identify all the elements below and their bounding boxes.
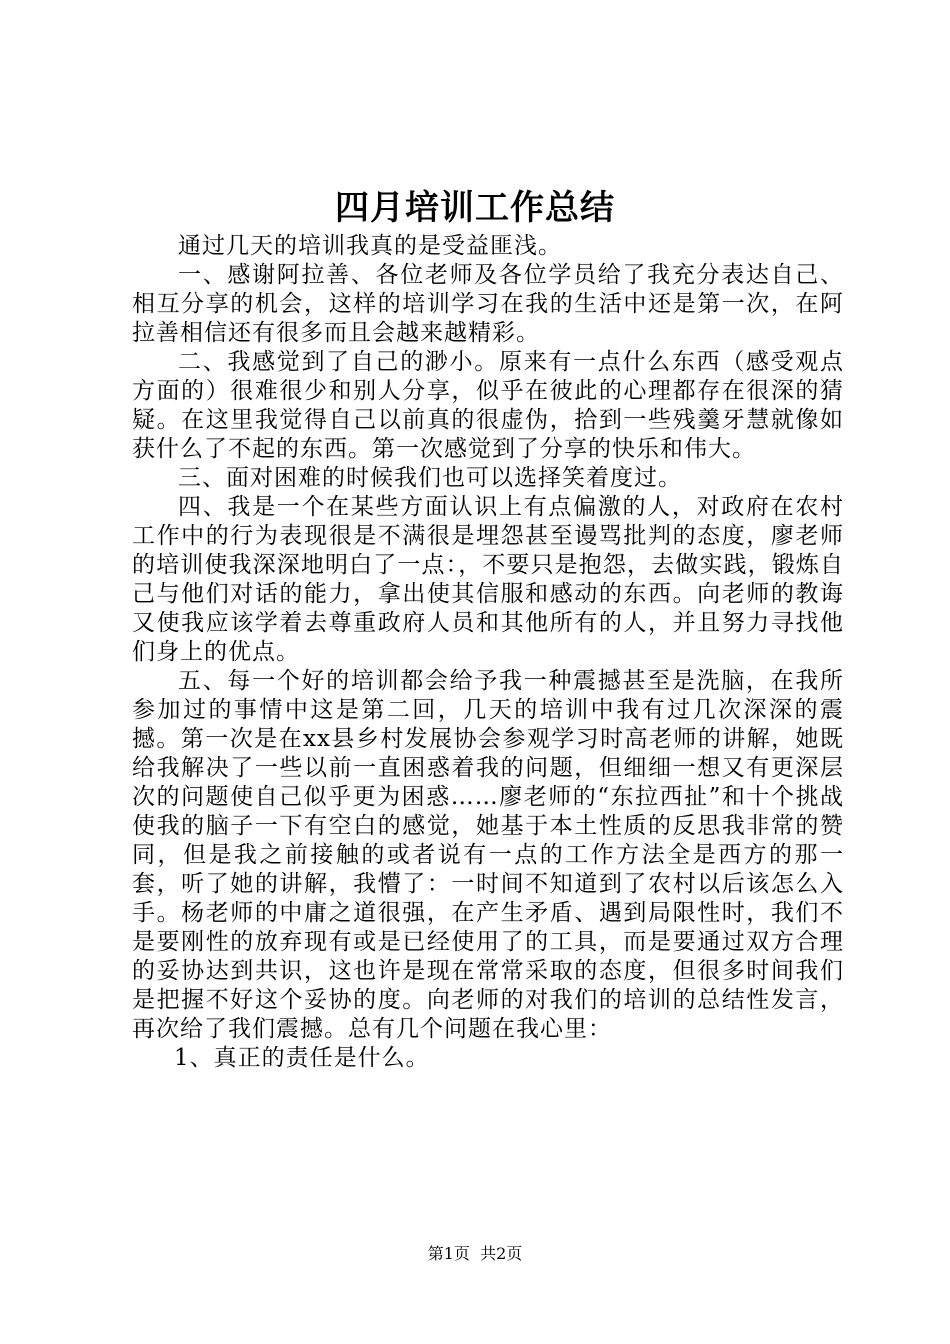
paragraph-point-2: 二、我感觉到了自己的渺小。原来有一点什么东西（感受观点方面的）很难很少和别人分享，似乎在彼此的心理都存在很深的猜疑。在这里我觉得自己以前真的很虚伪，拾到一些残羹牙慧就像如获什么了不起的东西。第一次感觉到了分享的快乐和伟大。 [132,349,844,462]
document-body [132,232,844,1073]
footer-separator [470,1244,480,1263]
paragraph-point-4: 四、我是一个在某些方面认识上有点偏激的人，对政府在农村工作中的行为表现很是不满很是埋怨甚至谩骂批判的态度，廖老师的培训使我深深地明白了一点：，不要只是抱怨，去做实践，锻炼自己与他们对话的能力，拿出使其信服和感动的东西。向老师的教诲又使我应该学着去尊重政府人员和其他所有的人，并且努力寻找他们身上的优点。 [132,494,844,665]
paragraph-point-1: 一、感谢阿拉善、各位老师及各位学员给了我充分表达自己、相互分享的机会，这样的培训学习在我的生活中还是第一次，在阿拉善相信还有很多而且会越来越精彩。 [132,262,844,346]
page-number-current: 第1页 [427,1244,470,1263]
paragraph-point-5: 五、每一个好的培训都会给予我一种震撼甚至是洗脑，在我所参加过的事情中这是第二回，几天的培训中我有过几次深深的震撼。第一次是在xx县乡村发展协会参观学习时高老师的讲解，她既给我解决了一些以前一直困惑着我的问题，但细细一想又有更深层次的问题使自己似乎更为困惑……廖老师的“东拉西扯”和十个挑战使我的脑子一下有空白的感觉，她基于本土性质的反思我非常的赞同，但是我之前接触的或者说有一点的工作方法全是西方的那一套，听了她的讲解，我懵了：一时间不知道到了农村以后该怎么入手。杨老师的中庸之道很强，在产生矛盾、遇到局限性时，我们不是要刚性的放弃现有或是已经使用了的工具，而是要通过双方合理的妥协达到共识，这也许是现在常常采取的态度，但很多时间我们是把握不好这个妥协的度。向老师的对我们的培训的总结性发言，再次给了我们震撼。总有几个问题在我心里： [132,668,844,1042]
paragraph-question-1: 1、真正的责任是什么。 [174,1045,430,1071]
paragraph-intro: 通过几天的培训我真的是受益匪浅。 [178,233,562,259]
page-number-total: 共2页 [480,1244,523,1263]
page-footer [0,1243,950,1265]
paragraph-point-3: 三、面对困难的时候我们也可以选择笑着度过。 [178,465,682,491]
page-title: 四月培训工作总结 [335,188,615,228]
